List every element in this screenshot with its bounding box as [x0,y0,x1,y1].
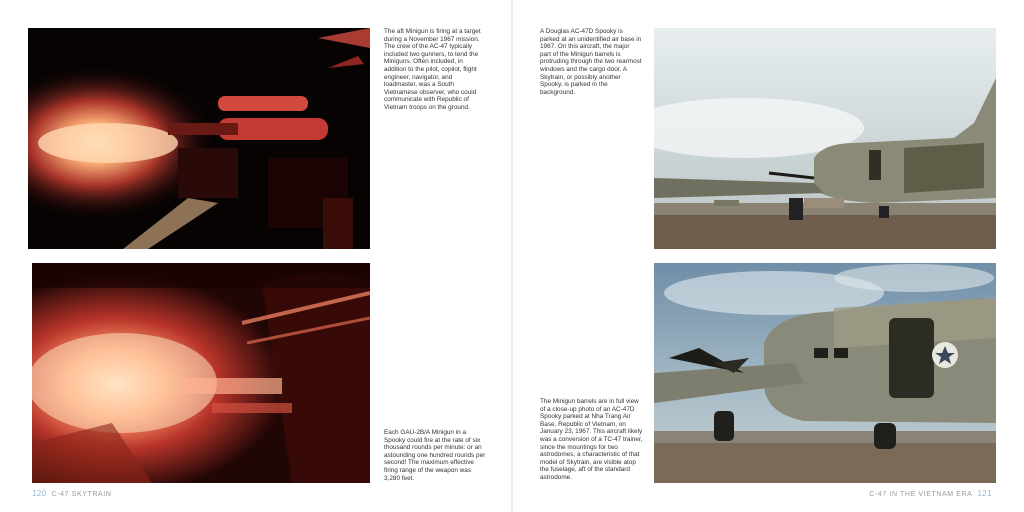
caption-gau2-rate-of-fire: Each GAU-2B/A Minigun in a Spooky could fire at the rate of six thousand rounds per minute: or an astounding one hundred rounds per second! The maximum effective firing range of the weapon was 3,280 feet. [384,429,486,482]
caption-aft-minigun: The aft Minigun is firing at a target during a November 1967 mission. The crew of the AC-47 typically included two gunners, to tend the Miniguns. Often included, in addition to the pilot, copilot, flight engineer, navigator, and loadmaster, was a South Vietnamese observer, who could communicate with Republic of Vietnam troops on the ground. [384,28,481,111]
left-running-head: C-47 SKYTRAIN [51,491,112,498]
caption-ac47-parked: A Douglas AC-47D Spooky is parked at an unidentified air base in 1967. On this aircraft, the major part of the Minigun barrels is protruding through the two rearmost windows and the cargo door. A Skytrain, or possibly another Spooky, is parked in the background. [540,28,642,96]
photo-ac47-parked-airbase [654,28,996,249]
gutter [511,0,513,512]
photo-minigun-firing-aft [28,28,370,249]
left-page-number: 120 [32,489,47,498]
photo-ac47-nha-trang-closeup [654,263,996,483]
right-page-number: 121 [977,489,992,498]
right-folio [869,489,992,498]
caption-nha-trang-minigun: The Minigun barrels are in full view of a close-up photo of an AC-47D Spooky parked at Nha Trang Air Base, Republic of Vietnam, on January 23, 1967. This aircraft likely was a conversion of a TC-47 trainer, since the mountings for two astrodomes, a characteristic of that model of Skytrain, are visible atop the fuselage, aft of the standard astrodome. [540,398,643,481]
left-folio [32,489,112,498]
right-running-head: C-47 IN THE VIETNAM ERA [869,491,973,498]
photo-minigun-firing-closeup [32,263,370,483]
